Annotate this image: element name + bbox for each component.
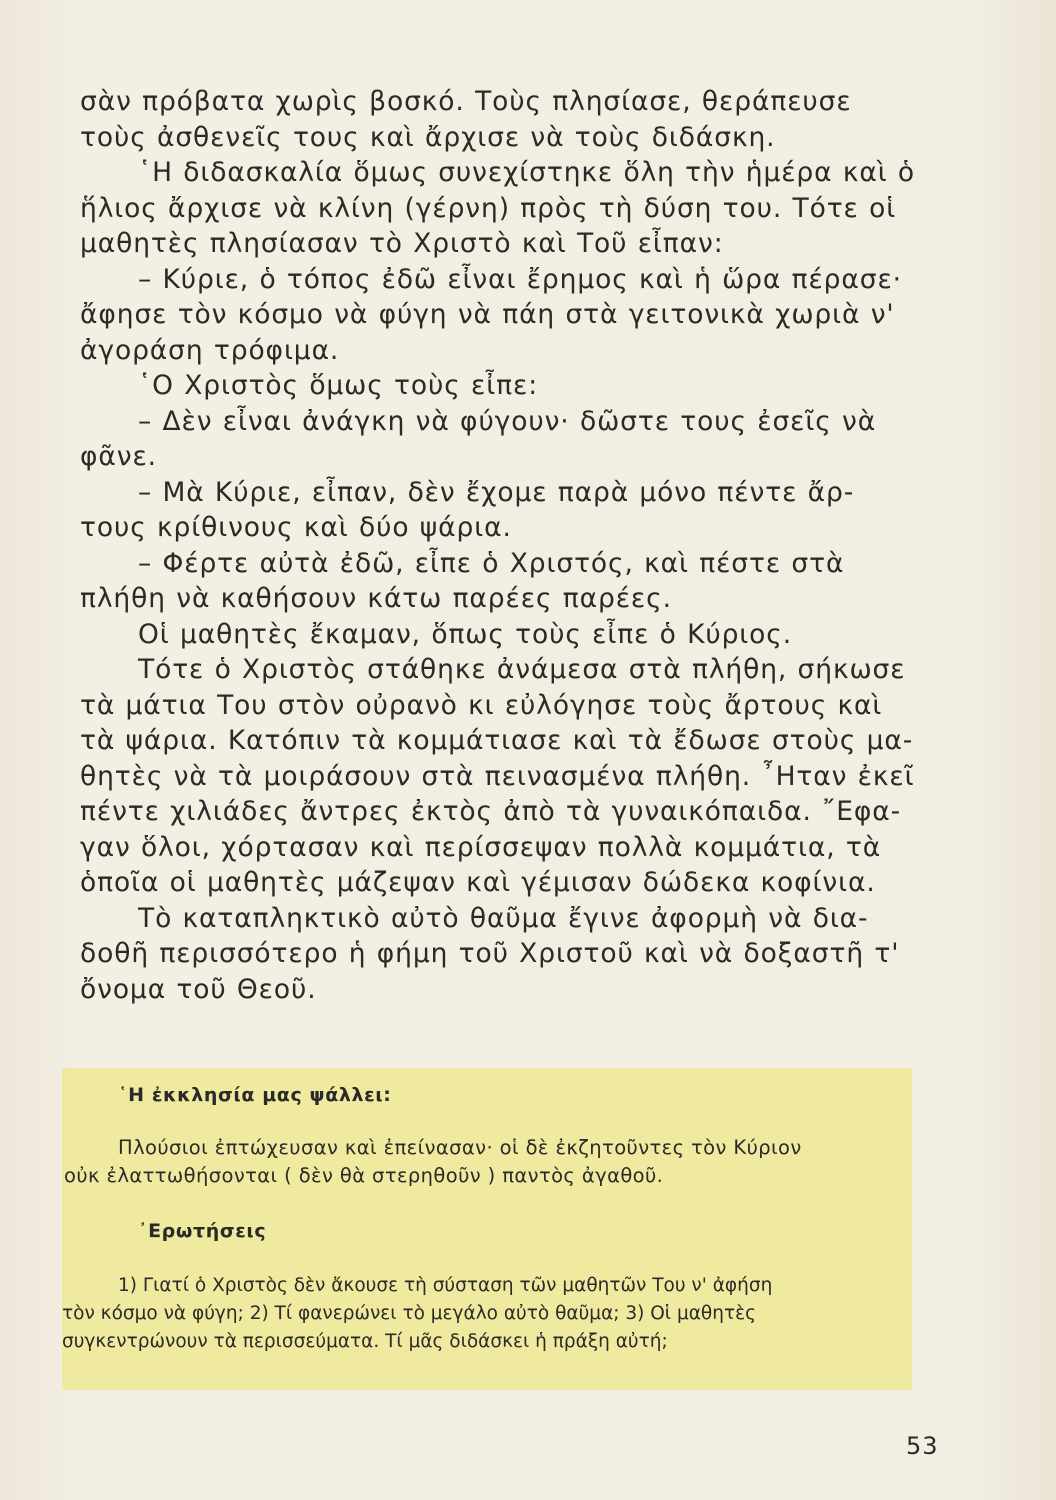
body-text bbox=[80, 84, 950, 1007]
question-line: συγκεντρώνουν τὰ περισσεύματα. Τί μᾶς διδάσκει ἡ πράξη αὐτή; bbox=[62, 1331, 668, 1352]
text-line: – Φέρτε αὐτὰ ἐδῶ, εἶπε ὁ Χριστός, καὶ πέστε στὰ bbox=[138, 547, 845, 579]
questions-text bbox=[62, 1272, 912, 1356]
text-line: ῾Η διδασκαλία ὅμως συνεχίστηκε ὅλη τὴν ἡμέρα καὶ ὁ bbox=[138, 157, 916, 188]
text-line: τοὺς ἀσθενεῖς τους καὶ ἄρχισε νὰ τοὺς διδάσκη. bbox=[80, 121, 776, 153]
text-line: Τὸ καταπληκτικὸ αὐτὸ θαῦμα ἔγινε ἀφορμὴ νὰ δια- bbox=[138, 902, 869, 934]
hymn-text bbox=[62, 1134, 912, 1190]
text-line: ἥλιος ἄρχισε νὰ κλίνη (γέρνη) πρὸς τὴ δύση του. Τότε οἱ bbox=[80, 192, 897, 224]
text-line: Οἱ μαθητὲς ἔκαμαν, ὅπως τοὺς εἶπε ὁ Κύριος. bbox=[138, 618, 793, 650]
text-line: τὰ ψάρια. Κατόπιν τὰ κομμάτιασε καὶ τὰ ἔδωσε στοὺς μα- bbox=[80, 725, 914, 756]
text-line: γαν ὅλοι, χόρτασαν καὶ περίσσεψαν πολλὰ κομμάτια, τὰ bbox=[80, 831, 882, 863]
page-number: 53 bbox=[906, 1432, 939, 1460]
text-line: σὰν πρόβατα χωρὶς βοσκό. Τοὺς πλησίασε, θεράπευσε bbox=[80, 86, 852, 117]
text-line: πλήθη νὰ καθήσουν κάτω παρέες παρέες. bbox=[80, 583, 672, 614]
hymn-heading: ῾Η ἐκκλησία μας ψάλλει: bbox=[118, 1084, 392, 1106]
question-line: τὸν κόσμο νὰ φύγη; 2) Τί φανερώνει τὸ μεγάλο αὐτὸ θαῦμα; 3) Οἱ μαθητὲς bbox=[62, 1303, 756, 1324]
text-line: ἄφησε τὸν κόσμο νὰ φύγη νὰ πάη στὰ γειτονικὰ χωριὰ ν' bbox=[80, 299, 895, 330]
text-line: πέντε χιλιάδες ἄντρες ἐκτὸς ἀπὸ τὰ γυναικόπαιδα. ῎Εφα- bbox=[80, 796, 902, 827]
hymn-box bbox=[62, 1068, 912, 1390]
hymn-line: Πλούσιοι ἐπτώχευσαν καὶ ἐπείνασαν· οἱ δὲ ἐκζητοῦντες τὸν Κύριον bbox=[118, 1136, 802, 1159]
text-line: φᾶνε. bbox=[80, 441, 157, 472]
questions-heading: ᾿Ερωτήσεις bbox=[138, 1220, 267, 1242]
text-line: θητὲς νὰ τὰ μοιράσουν στὰ πεινασμένα πλήθη. ῏Ηταν ἐκεῖ bbox=[80, 760, 915, 792]
text-line: – Δὲν εἶναι ἀνάγκη νὰ φύγουν· δῶστε τους ἐσεῖς νὰ bbox=[138, 405, 877, 437]
text-line: ὁποῖα οἱ μαθητὲς μάζεψαν καὶ γέμισαν δώδεκα κοφίνια. bbox=[80, 867, 876, 898]
text-line: ἀγοράση τρόφιμα. bbox=[80, 334, 340, 366]
hymn-line: οὐκ ἐλαττωθήσονται ( δὲν θὰ στερηθοῦν ) παντὸς ἀγαθοῦ. bbox=[64, 1164, 664, 1187]
text-line: Τότε ὁ Χριστὸς στάθηκε ἀνάμεσα στὰ πλήθη, σήκωσε bbox=[138, 654, 906, 685]
text-line: μαθητὲς πλησίασαν τὸ Χριστὸ καὶ Τοῦ εἶπαν: bbox=[80, 228, 724, 259]
text-line: δοθῆ περισσότερο ἡ φήμη τοῦ Χριστοῦ καὶ νὰ δοξαστῆ τ' bbox=[80, 938, 900, 969]
text-line: τὰ μάτια Του στὸν οὐρανὸ κι εὐλόγησε τοὺς ἄρτους καὶ bbox=[80, 689, 883, 721]
text-line: – Μὰ Κύριε, εἶπαν, δὲν ἔχομε παρὰ μόνο πέντε ἄρ- bbox=[138, 476, 855, 508]
question-line: 1) Γιατί ὁ Χριστὸς δὲν ἄκουσε τὴ σύσταση τῶν μαθητῶν Του ν' ἀφήση bbox=[118, 1275, 773, 1296]
text-line: τους κρίθινους καὶ δύο ψάρια. bbox=[80, 512, 512, 543]
text-line: – Κύριε, ὁ τόπος ἐδῶ εἶναι ἔρημος καὶ ἡ ὥρα πέρασε· bbox=[138, 263, 902, 295]
text-line: ῾Ο Χριστὸς ὅμως τοὺς εἶπε: bbox=[138, 370, 539, 401]
text-line: ὄνομα τοῦ Θεοῦ. bbox=[80, 973, 317, 1005]
